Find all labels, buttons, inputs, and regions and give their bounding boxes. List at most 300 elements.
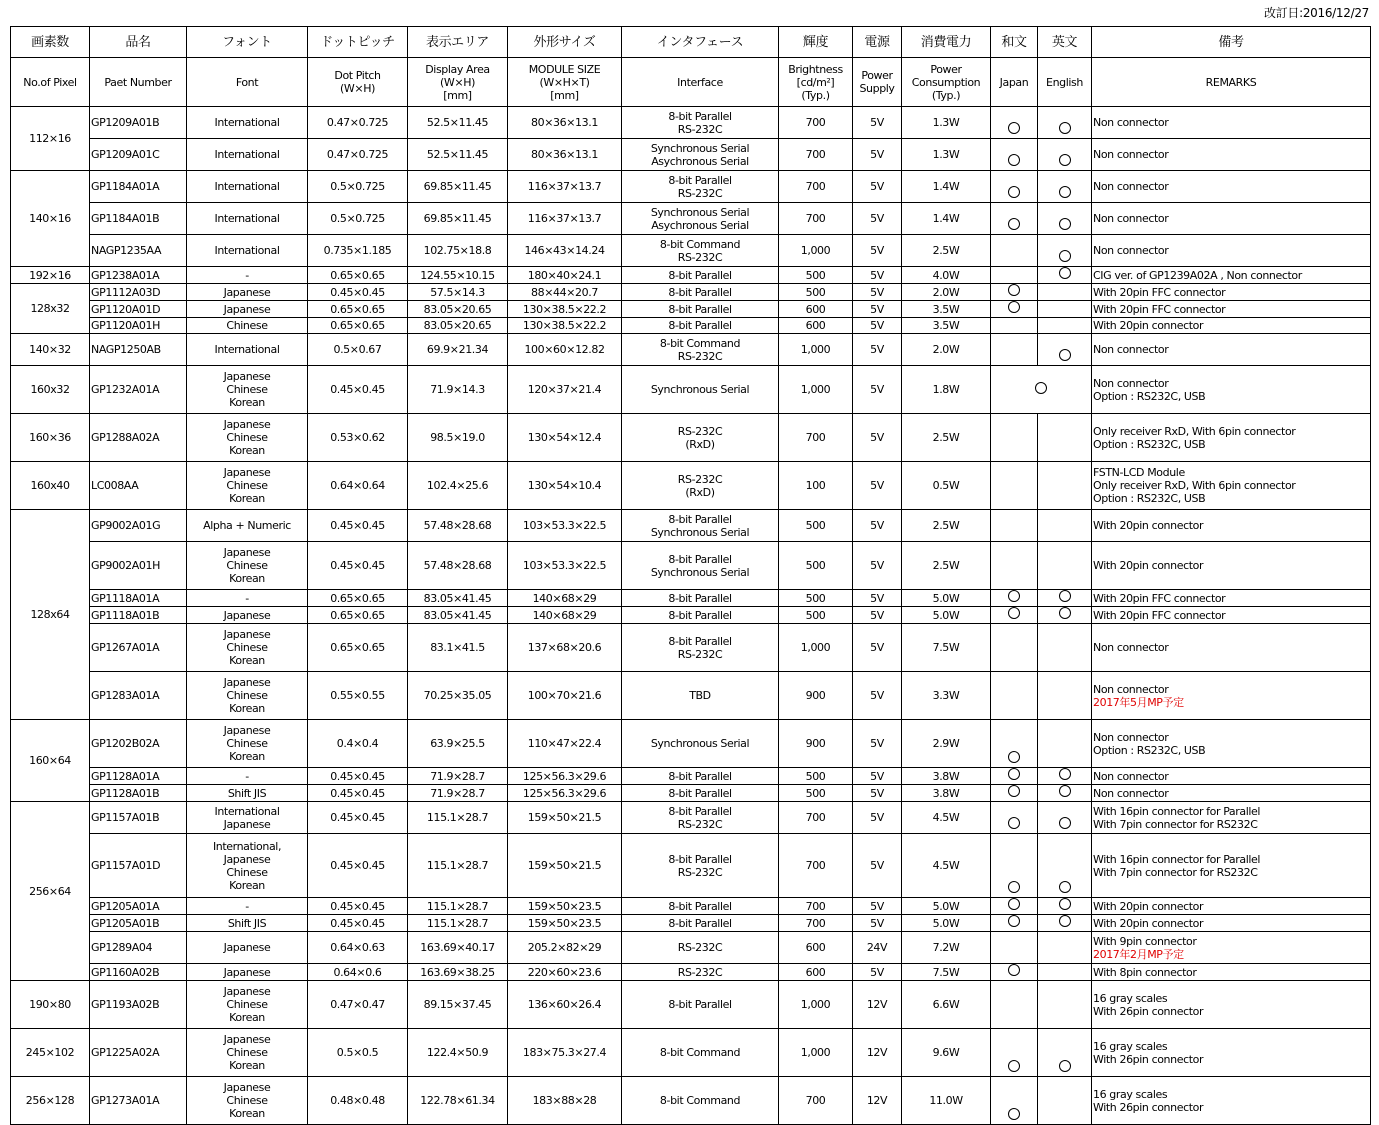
header-japan-en: Japan — [991, 58, 1038, 107]
font-cell: Japanese Chinese Korean — [187, 414, 308, 462]
module-size-cell: 100×60×12.82 — [508, 334, 622, 366]
table-row — [11, 366, 1371, 414]
module-size-cell: 120×37×21.4 — [508, 366, 622, 414]
remarks-cell — [1092, 915, 1371, 932]
power-supply-cell: 5V — [853, 915, 902, 932]
remarks-cell — [1092, 139, 1371, 171]
header-part-number-jp: 品名 — [90, 27, 187, 58]
header-font-jp: フォント — [187, 27, 308, 58]
module-size-cell: 103×53.3×22.5 — [508, 542, 622, 590]
power-consumption-cell: 2.9W — [902, 720, 991, 768]
available-circle-icon — [1008, 915, 1020, 927]
header-interface-jp: インタフェース — [622, 27, 779, 58]
brightness-cell: 700 — [779, 139, 853, 171]
pixel-count-cell: 160x40 — [11, 462, 90, 510]
part-number-cell: GP1283A01A — [90, 672, 187, 720]
part-number-cell: GP1202B02A — [90, 720, 187, 768]
table-row — [11, 607, 1371, 624]
part-number-cell: GP1120A01D — [90, 301, 187, 318]
module-size-cell: 159×50×21.5 — [508, 802, 622, 834]
brightness-cell: 600 — [779, 964, 853, 981]
available-circle-icon — [1059, 122, 1071, 134]
module-size-cell: 159×50×23.5 — [508, 898, 622, 915]
module-size-cell: 146×43×14.24 — [508, 235, 622, 267]
remarks-text: Non connector — [1093, 786, 1169, 800]
english-support-cell — [1038, 834, 1092, 898]
part-number-cell: GP1273A01A — [90, 1077, 187, 1125]
power-consumption-cell: 6.6W — [902, 981, 991, 1029]
remarks-text: Non connector — [1093, 641, 1169, 654]
dot-pitch-cell: 0.64×0.63 — [308, 932, 408, 964]
power-supply-cell: 5V — [853, 768, 902, 785]
power-consumption-cell: 1.8W — [902, 366, 991, 414]
display-area-cell: 71.9×28.7 — [408, 768, 508, 785]
display-area-cell: 122.78×61.34 — [408, 1077, 508, 1125]
header-power-supply-jp: 電源 — [853, 27, 902, 58]
power-consumption-cell: 1.3W — [902, 139, 991, 171]
power-supply-cell: 5V — [853, 672, 902, 720]
brightness-cell: 700 — [779, 1077, 853, 1125]
display-area-cell: 69.9×21.34 — [408, 334, 508, 366]
power-supply-cell: 5V — [853, 802, 902, 834]
interface-cell: RS-232C — [622, 932, 779, 964]
dot-pitch-cell: 0.45×0.45 — [308, 284, 408, 301]
dot-pitch-cell: 0.45×0.45 — [308, 366, 408, 414]
pixel-count-cell: 112×16 — [11, 107, 90, 171]
font-cell: Japanese — [187, 964, 308, 981]
part-number-cell: GP1184A01A — [90, 171, 187, 203]
part-number-cell: NAGP1235AA — [90, 235, 187, 267]
power-consumption-cell: 5.0W — [902, 898, 991, 915]
part-number-cell: GP1193A02B — [90, 981, 187, 1029]
remarks-text: With 16pin connector for Parallel With 7pin connector for RS232C — [1093, 852, 1261, 879]
remarks-cell — [1092, 203, 1371, 235]
display-area-cell: 102.75×18.8 — [408, 235, 508, 267]
dot-pitch-cell: 0.45×0.45 — [308, 834, 408, 898]
display-area-cell: 163.69×38.25 — [408, 964, 508, 981]
japan-support-cell — [991, 203, 1038, 235]
header-dot-pitch-jp: ドットピッチ — [308, 27, 408, 58]
font-cell: International — [187, 107, 308, 139]
english-support-cell — [1038, 171, 1092, 203]
japan-support-cell — [991, 462, 1038, 510]
interface-cell: 8-bit Parallel — [622, 267, 779, 284]
display-area-cell: 115.1×28.7 — [408, 915, 508, 932]
english-support-cell — [1038, 107, 1092, 139]
available-circle-icon — [1008, 817, 1020, 829]
display-area-cell: 122.4×50.9 — [408, 1029, 508, 1077]
interface-cell: 8-bit Parallel — [622, 768, 779, 785]
dot-pitch-cell: 0.45×0.45 — [308, 768, 408, 785]
header-pixels-en: No.of Pixel — [11, 58, 90, 107]
interface-cell: 8-bit Parallel — [622, 607, 779, 624]
english-support-cell — [1038, 203, 1092, 235]
dot-pitch-cell: 0.65×0.65 — [308, 624, 408, 672]
mp-schedule-note: 2017年2月MP予定 — [1093, 947, 1184, 961]
brightness-cell: 1,000 — [779, 981, 853, 1029]
power-consumption-cell: 3.3W — [902, 672, 991, 720]
header-part-number-en: Paet Number — [90, 58, 187, 107]
font-cell: International — [187, 334, 308, 366]
header-pixels-jp: 画素数 — [11, 27, 90, 58]
japan-support-cell — [991, 768, 1038, 785]
display-area-cell: 69.85×11.45 — [408, 171, 508, 203]
part-number-cell: GP1238A01A — [90, 267, 187, 284]
table-row — [11, 1029, 1371, 1077]
japan-support-cell — [991, 1077, 1038, 1125]
power-consumption-cell: 1.4W — [902, 203, 991, 235]
module-size-cell: 183×75.3×27.4 — [508, 1029, 622, 1077]
power-supply-cell: 5V — [853, 624, 902, 672]
interface-cell: 8-bit Parallel — [622, 898, 779, 915]
table-row — [11, 107, 1371, 139]
power-supply-cell: 5V — [853, 898, 902, 915]
power-consumption-cell: 4.5W — [902, 834, 991, 898]
table-row — [11, 334, 1371, 366]
font-cell: - — [187, 590, 308, 607]
japan-support-cell — [991, 318, 1038, 334]
interface-cell: 8-bit Parallel Synchronous Serial — [622, 542, 779, 590]
part-number-cell: GP1118A01B — [90, 607, 187, 624]
english-support-cell — [1038, 510, 1092, 542]
interface-cell: 8-bit Command RS-232C — [622, 334, 779, 366]
power-supply-cell: 5V — [853, 785, 902, 802]
font-cell: - — [187, 768, 308, 785]
brightness-cell: 600 — [779, 318, 853, 334]
english-support-cell — [1038, 590, 1092, 607]
table-row — [11, 462, 1371, 510]
pixel-count-cell: 245×102 — [11, 1029, 90, 1077]
power-supply-cell: 12V — [853, 1077, 902, 1125]
font-cell: Japanese Chinese Korean — [187, 1077, 308, 1125]
power-supply-cell: 5V — [853, 462, 902, 510]
japan-support-cell — [991, 672, 1038, 720]
part-number-cell: GP1128A01B — [90, 785, 187, 802]
english-support-cell — [1038, 1077, 1092, 1125]
english-support-cell — [1038, 981, 1092, 1029]
remarks-text: Non connector Option : RS232C, USB — [1093, 730, 1206, 757]
power-consumption-cell: 7.5W — [902, 964, 991, 981]
brightness-cell: 700 — [779, 834, 853, 898]
brightness-cell: 1,000 — [779, 366, 853, 414]
interface-cell: 8-bit Parallel — [622, 301, 779, 318]
part-number-cell: GP1209A01C — [90, 139, 187, 171]
available-circle-icon — [1008, 1108, 1020, 1120]
remarks-text: Non connector — [1093, 244, 1169, 257]
remarks-text: Non connector — [1093, 682, 1169, 696]
brightness-cell: 500 — [779, 284, 853, 301]
remarks-cell — [1092, 171, 1371, 203]
remarks-text: Non connector — [1093, 212, 1169, 225]
header-brightness-jp: 輝度 — [779, 27, 853, 58]
module-size-cell: 100×70×21.6 — [508, 672, 622, 720]
power-supply-cell: 5V — [853, 267, 902, 284]
pixel-count-cell: 256×64 — [11, 802, 90, 981]
japan-support-cell — [991, 510, 1038, 542]
japan-support-cell — [991, 235, 1038, 267]
dot-pitch-cell: 0.5×0.5 — [308, 1029, 408, 1077]
japan-support-cell — [991, 932, 1038, 964]
japan-support-cell — [991, 267, 1038, 284]
interface-cell: Synchronous Serial Asychronous Serial — [622, 139, 779, 171]
english-support-cell — [1038, 1029, 1092, 1077]
remarks-cell — [1092, 107, 1371, 139]
remarks-text: Non connector — [1093, 180, 1169, 193]
revision-date: 改訂日:2016/12/27 — [1263, 6, 1369, 20]
interface-cell: 8-bit Command — [622, 1077, 779, 1125]
header-remarks-en: REMARKS — [1092, 58, 1371, 107]
power-consumption-cell: 7.5W — [902, 624, 991, 672]
table-row — [11, 802, 1371, 834]
japan-support-cell — [991, 107, 1038, 139]
module-size-cell: 140×68×29 — [508, 607, 622, 624]
module-size-cell: 125×56.3×29.6 — [508, 768, 622, 785]
remarks-text: With 20pin connector — [1093, 899, 1204, 913]
english-support-cell — [1038, 720, 1092, 768]
brightness-cell: 500 — [779, 785, 853, 802]
part-number-cell: LC008AA — [90, 462, 187, 510]
remarks-text: With 20pin connector — [1093, 916, 1204, 930]
dot-pitch-cell: 0.4×0.4 — [308, 720, 408, 768]
remarks-cell — [1092, 542, 1371, 590]
part-number-cell: GP1120A01H — [90, 318, 187, 334]
power-supply-cell: 5V — [853, 318, 902, 334]
brightness-cell: 1,000 — [779, 235, 853, 267]
table-row — [11, 981, 1371, 1029]
part-number-cell: GP1205A01B — [90, 915, 187, 932]
available-circle-icon — [1008, 284, 1020, 296]
power-consumption-cell: 4.5W — [902, 802, 991, 834]
remarks-cell — [1092, 932, 1371, 964]
remarks-cell — [1092, 1077, 1371, 1125]
display-area-cell: 89.15×37.45 — [408, 981, 508, 1029]
japan-support-cell — [991, 898, 1038, 915]
display-area-cell: 83.05×20.65 — [408, 318, 508, 334]
part-number-cell: GP1289A04 — [90, 932, 187, 964]
module-size-cell: 205.2×82×29 — [508, 932, 622, 964]
power-supply-cell: 24V — [853, 932, 902, 964]
available-circle-icon — [1008, 186, 1020, 198]
brightness-cell: 500 — [779, 590, 853, 607]
interface-cell: 8-bit Parallel Synchronous Serial — [622, 510, 779, 542]
interface-cell: 8-bit Parallel — [622, 318, 779, 334]
dot-pitch-cell: 0.47×0.47 — [308, 981, 408, 1029]
brightness-cell: 700 — [779, 802, 853, 834]
power-supply-cell: 5V — [853, 284, 902, 301]
font-cell: - — [187, 898, 308, 915]
font-cell: Japanese Chinese Korean — [187, 1029, 308, 1077]
japan-support-cell — [991, 785, 1038, 802]
font-cell: Japanese — [187, 932, 308, 964]
power-consumption-cell: 4.0W — [902, 267, 991, 284]
interface-cell: Synchronous Serial — [622, 366, 779, 414]
english-support-cell — [1038, 607, 1092, 624]
part-number-cell: GP9002A01H — [90, 542, 187, 590]
japan-support-cell — [991, 171, 1038, 203]
dot-pitch-cell: 0.5×0.725 — [308, 171, 408, 203]
table-row — [11, 785, 1371, 802]
power-supply-cell: 5V — [853, 203, 902, 235]
table-row — [11, 171, 1371, 203]
power-consumption-cell: 7.2W — [902, 932, 991, 964]
font-cell: Japanese — [187, 301, 308, 318]
table-row — [11, 542, 1371, 590]
english-support-cell — [1038, 301, 1092, 318]
power-consumption-cell: 1.4W — [902, 171, 991, 203]
dot-pitch-cell: 0.47×0.725 — [308, 107, 408, 139]
available-circle-icon — [1059, 915, 1071, 927]
power-consumption-cell: 5.0W — [902, 915, 991, 932]
font-cell: International — [187, 139, 308, 171]
interface-cell: 8-bit Command RS-232C — [622, 235, 779, 267]
power-consumption-cell: 5.0W — [902, 590, 991, 607]
part-number-cell: GP1205A01A — [90, 898, 187, 915]
font-cell: Alpha + Numeric — [187, 510, 308, 542]
interface-cell: 8-bit Parallel — [622, 915, 779, 932]
english-support-cell — [1038, 235, 1092, 267]
font-cell: Japanese Chinese Korean — [187, 981, 308, 1029]
japan-support-cell — [991, 284, 1038, 301]
interface-cell: 8-bit Parallel — [622, 590, 779, 607]
power-supply-cell: 5V — [853, 834, 902, 898]
font-cell: International — [187, 203, 308, 235]
display-area-cell: 52.5×11.45 — [408, 107, 508, 139]
available-circle-icon — [1059, 1060, 1071, 1072]
english-support-cell — [1038, 768, 1092, 785]
display-area-cell: 71.9×14.3 — [408, 366, 508, 414]
remarks-text: With 20pin FFC connector — [1093, 302, 1226, 316]
power-consumption-cell: 2.5W — [902, 510, 991, 542]
power-consumption-cell: 1.3W — [902, 107, 991, 139]
brightness-cell: 500 — [779, 510, 853, 542]
remarks-text: With 9pin connector — [1093, 934, 1197, 948]
pixel-count-cell: 190×80 — [11, 981, 90, 1029]
font-cell: - — [187, 267, 308, 284]
remarks-cell — [1092, 981, 1371, 1029]
remarks-cell — [1092, 301, 1371, 318]
remarks-text: With 20pin connector — [1093, 319, 1204, 332]
part-number-cell: GP1267A01A — [90, 624, 187, 672]
power-consumption-cell: 11.0W — [902, 1077, 991, 1125]
remarks-text: Non connector Option : RS232C, USB — [1093, 376, 1206, 403]
dot-pitch-cell: 0.65×0.65 — [308, 318, 408, 334]
japan-support-cell — [991, 139, 1038, 171]
remarks-text: Only receiver RxD, With 6pin connector Option : RS232C, USB — [1093, 424, 1296, 451]
table-row — [11, 768, 1371, 785]
part-number-cell: GP1112A03D — [90, 284, 187, 301]
pixel-count-cell: 128x32 — [11, 284, 90, 334]
interface-cell: Synchronous Serial Asychronous Serial — [622, 203, 779, 235]
module-size-cell: 183×88×28 — [508, 1077, 622, 1125]
part-number-cell: GP1160A02B — [90, 964, 187, 981]
pixel-count-cell: 192×16 — [11, 267, 90, 284]
remarks-text: With 20pin FFC connector — [1093, 285, 1226, 299]
brightness-cell: 700 — [779, 171, 853, 203]
available-circle-icon — [1059, 154, 1071, 166]
power-supply-cell: 5V — [853, 171, 902, 203]
dot-pitch-cell: 0.65×0.65 — [308, 301, 408, 318]
english-support-cell — [1038, 624, 1092, 672]
table-row — [11, 203, 1371, 235]
module-size-cell: 130×54×12.4 — [508, 414, 622, 462]
module-size-cell: 159×50×21.5 — [508, 834, 622, 898]
remarks-text: Non connector — [1093, 148, 1169, 161]
available-circle-icon — [1059, 267, 1071, 279]
part-number-cell: GP9002A01G — [90, 510, 187, 542]
available-circle-icon — [1008, 964, 1020, 976]
remarks-cell — [1092, 964, 1371, 981]
available-circle-icon — [1008, 122, 1020, 134]
power-consumption-cell: 3.8W — [902, 785, 991, 802]
english-support-cell — [1038, 414, 1092, 462]
english-support-cell — [1038, 915, 1092, 932]
available-circle-icon — [1008, 301, 1020, 313]
remarks-cell — [1092, 624, 1371, 672]
power-supply-cell: 12V — [853, 981, 902, 1029]
remarks-cell — [1092, 802, 1371, 834]
power-supply-cell: 5V — [853, 720, 902, 768]
remarks-cell — [1092, 235, 1371, 267]
japan-support-cell — [991, 624, 1038, 672]
module-size-cell: 136×60×26.4 — [508, 981, 622, 1029]
module-size-cell: 80×36×13.1 — [508, 139, 622, 171]
dot-pitch-cell: 0.65×0.65 — [308, 607, 408, 624]
display-area-cell: 83.05×41.45 — [408, 590, 508, 607]
interface-cell: 8-bit Parallel — [622, 284, 779, 301]
font-cell: Japanese — [187, 607, 308, 624]
english-support-cell — [1038, 462, 1092, 510]
remarks-text: Non connector — [1093, 116, 1169, 129]
header-display-area-jp: 表示エリア — [408, 27, 508, 58]
english-support-cell — [1038, 542, 1092, 590]
display-area-cell: 70.25×35.05 — [408, 672, 508, 720]
header-module-size-en: MODULE SIZE (W×H×T) [mm] — [508, 58, 622, 107]
available-circle-icon — [1059, 785, 1071, 797]
remarks-cell — [1092, 834, 1371, 898]
remarks-cell — [1092, 334, 1371, 366]
remarks-cell — [1092, 366, 1371, 414]
table-row — [11, 898, 1371, 915]
header-power-consumption-jp: 消費電力 — [902, 27, 991, 58]
brightness-cell: 700 — [779, 107, 853, 139]
dot-pitch-cell: 0.5×0.725 — [308, 203, 408, 235]
remarks-text: CIG ver. of GP1239A02A , Non connector — [1093, 268, 1302, 282]
brightness-cell: 700 — [779, 414, 853, 462]
power-supply-cell: 5V — [853, 107, 902, 139]
pixel-count-cell: 160×64 — [11, 720, 90, 802]
table-row — [11, 267, 1371, 284]
display-area-cell: 71.9×28.7 — [408, 785, 508, 802]
remarks-text: 16 gray scales With 26pin connector — [1093, 1039, 1204, 1066]
available-circle-icon — [1008, 607, 1020, 619]
dot-pitch-cell: 0.53×0.62 — [308, 414, 408, 462]
dot-pitch-cell: 0.47×0.725 — [308, 139, 408, 171]
available-circle-icon — [1008, 154, 1020, 166]
interface-cell: 8-bit Parallel RS-232C — [622, 107, 779, 139]
interface-cell: 8-bit Parallel RS-232C — [622, 834, 779, 898]
part-number-cell: GP1157A01D — [90, 834, 187, 898]
header-brightness-en: Brightness [cd/m²] (Typ.) — [779, 58, 853, 107]
font-cell: Japanese — [187, 284, 308, 301]
display-area-cell: 57.48×28.68 — [408, 510, 508, 542]
remarks-text: FSTN-LCD Module Only receiver RxD, With 6pin connector Option : RS232C, USB — [1093, 466, 1296, 505]
remarks-cell — [1092, 607, 1371, 624]
table-row — [11, 318, 1371, 334]
power-supply-cell: 5V — [853, 366, 902, 414]
font-cell: International Japanese — [187, 802, 308, 834]
japan-support-cell — [991, 590, 1038, 607]
brightness-cell: 700 — [779, 898, 853, 915]
